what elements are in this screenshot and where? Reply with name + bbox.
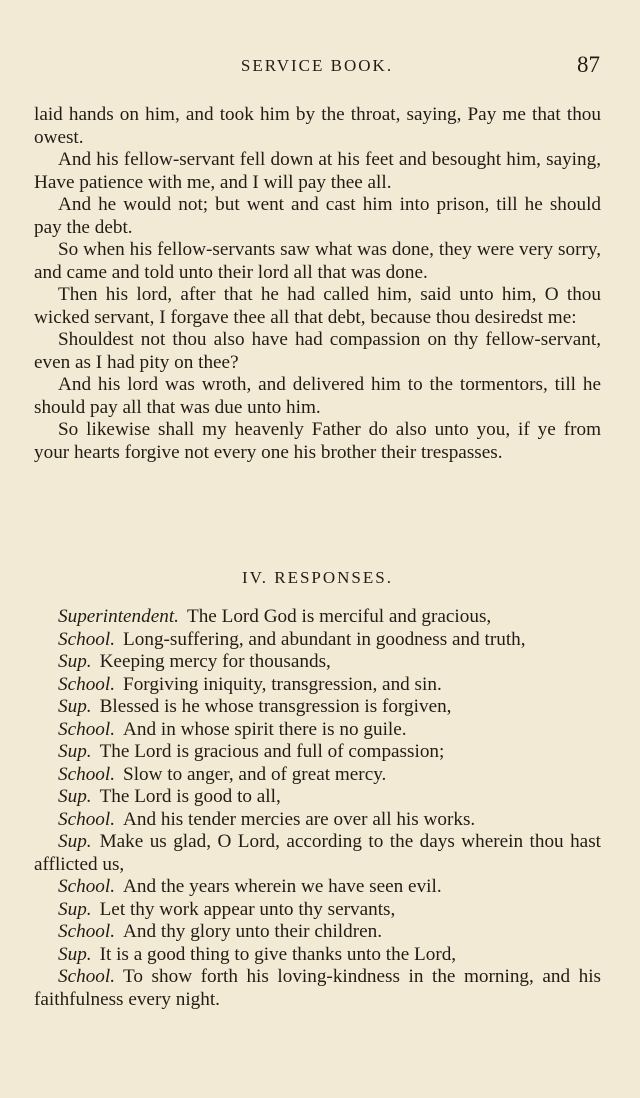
speaker-label: Sup. (58, 786, 92, 807)
response-text: It is a good thing to give thanks unto the Lord, (99, 943, 457, 965)
response-text: And the years wherein we have seen evil. (123, 876, 442, 897)
response-text: The Lord is good to all, (99, 786, 281, 807)
responses-list (34, 606, 601, 1011)
paragraph: Then his lord, after that he had called him, said unto him, O thou wicked servant, I forgave thee all that debt, because thou desiredst me: (34, 284, 601, 328)
paragraph: And his fellow-servant fell down at his feet and besought him, saying, Have patience with me, and I will pay thee all. (34, 149, 601, 193)
speaker-label: School. (58, 628, 116, 650)
paragraph: laid hands on him, and took him by the throat, saying, Pay me that thou owest. (34, 104, 601, 148)
speaker-label: Sup. (58, 696, 92, 717)
response-text: Keeping mercy for thousands, (99, 651, 331, 672)
speaker-label: School. (58, 718, 116, 740)
speaker-label: School. (58, 966, 116, 987)
response-line (34, 944, 601, 967)
response-text: Forgiving iniquity, transgression, and sin. (123, 673, 442, 695)
response-text: Make us glad, O Lord, according to the days wherein thou hast afflicted us, (34, 831, 601, 875)
response-text: Let thy work appear unto thy servants, (99, 898, 396, 920)
response-text: The Lord God is merciful and gracious, (186, 606, 492, 627)
response-line (34, 899, 601, 922)
response-line (34, 741, 601, 764)
response-text: Slow to anger, and of great mercy. (123, 763, 387, 785)
speaker-label: Superintendent. (58, 606, 179, 627)
response-line (34, 764, 601, 787)
response-line (34, 809, 601, 832)
response-text: And in whose spirit there is no guile. (123, 718, 407, 740)
section-heading: IV. RESPONSES. (242, 568, 393, 587)
response-text: The Lord is gracious and full of compassion; (99, 741, 445, 762)
speaker-label: School. (58, 876, 116, 897)
response-text: Blessed is he whose transgression is forgiven, (99, 696, 452, 717)
speaker-label: Sup. (58, 831, 92, 852)
paragraph: So when his fellow-servants saw what was done, they were very sorry, and came and told unto their lord all that was done. (34, 239, 601, 283)
response-line (34, 606, 601, 629)
response-line (34, 629, 601, 652)
response-line (34, 966, 601, 1011)
response-text: Long-suffering, and abundant in goodness and truth, (123, 628, 526, 650)
response-text: To show forth his loving-kindness in the morning, and his faithfulness every night. (34, 966, 601, 1010)
speaker-label: School. (58, 808, 116, 830)
paragraph: And he would not; but went and cast him into prison, till he should pay the debt. (34, 194, 601, 238)
response-line (34, 921, 601, 944)
response-text: And his tender mercies are over all his works. (123, 808, 476, 830)
response-line (34, 674, 601, 697)
speaker-label: Sup. (58, 651, 92, 672)
response-line (34, 876, 601, 899)
speaker-label: School. (58, 921, 116, 942)
running-head: SERVICE BOOK. (240, 56, 394, 75)
speaker-label: School. (58, 673, 116, 695)
paragraph: Shouldest not thou also have had compassion on thy fellow-servant, even as I had pity on thee? (34, 329, 601, 373)
speaker-label: School. (58, 763, 116, 785)
response-line (34, 831, 601, 876)
speaker-label: Sup. (58, 943, 92, 965)
paragraph: So likewise shall my heavenly Father do also unto you, if ye from your hearts forgive not every one his brother their trespasses. (34, 419, 601, 463)
response-text: And thy glory unto their children. (123, 921, 383, 942)
scripture-passage (34, 104, 601, 464)
page-header (34, 52, 600, 82)
speaker-label: Sup. (58, 741, 92, 762)
response-line (34, 696, 601, 719)
response-line (34, 651, 601, 674)
paragraph: And his lord was wroth, and delivered him to the tormentors, till he should pay all that was due unto him. (34, 374, 601, 418)
speaker-label: Sup. (58, 898, 92, 920)
response-line (34, 719, 601, 742)
page-number: 87 (577, 52, 600, 77)
response-line (34, 786, 601, 809)
